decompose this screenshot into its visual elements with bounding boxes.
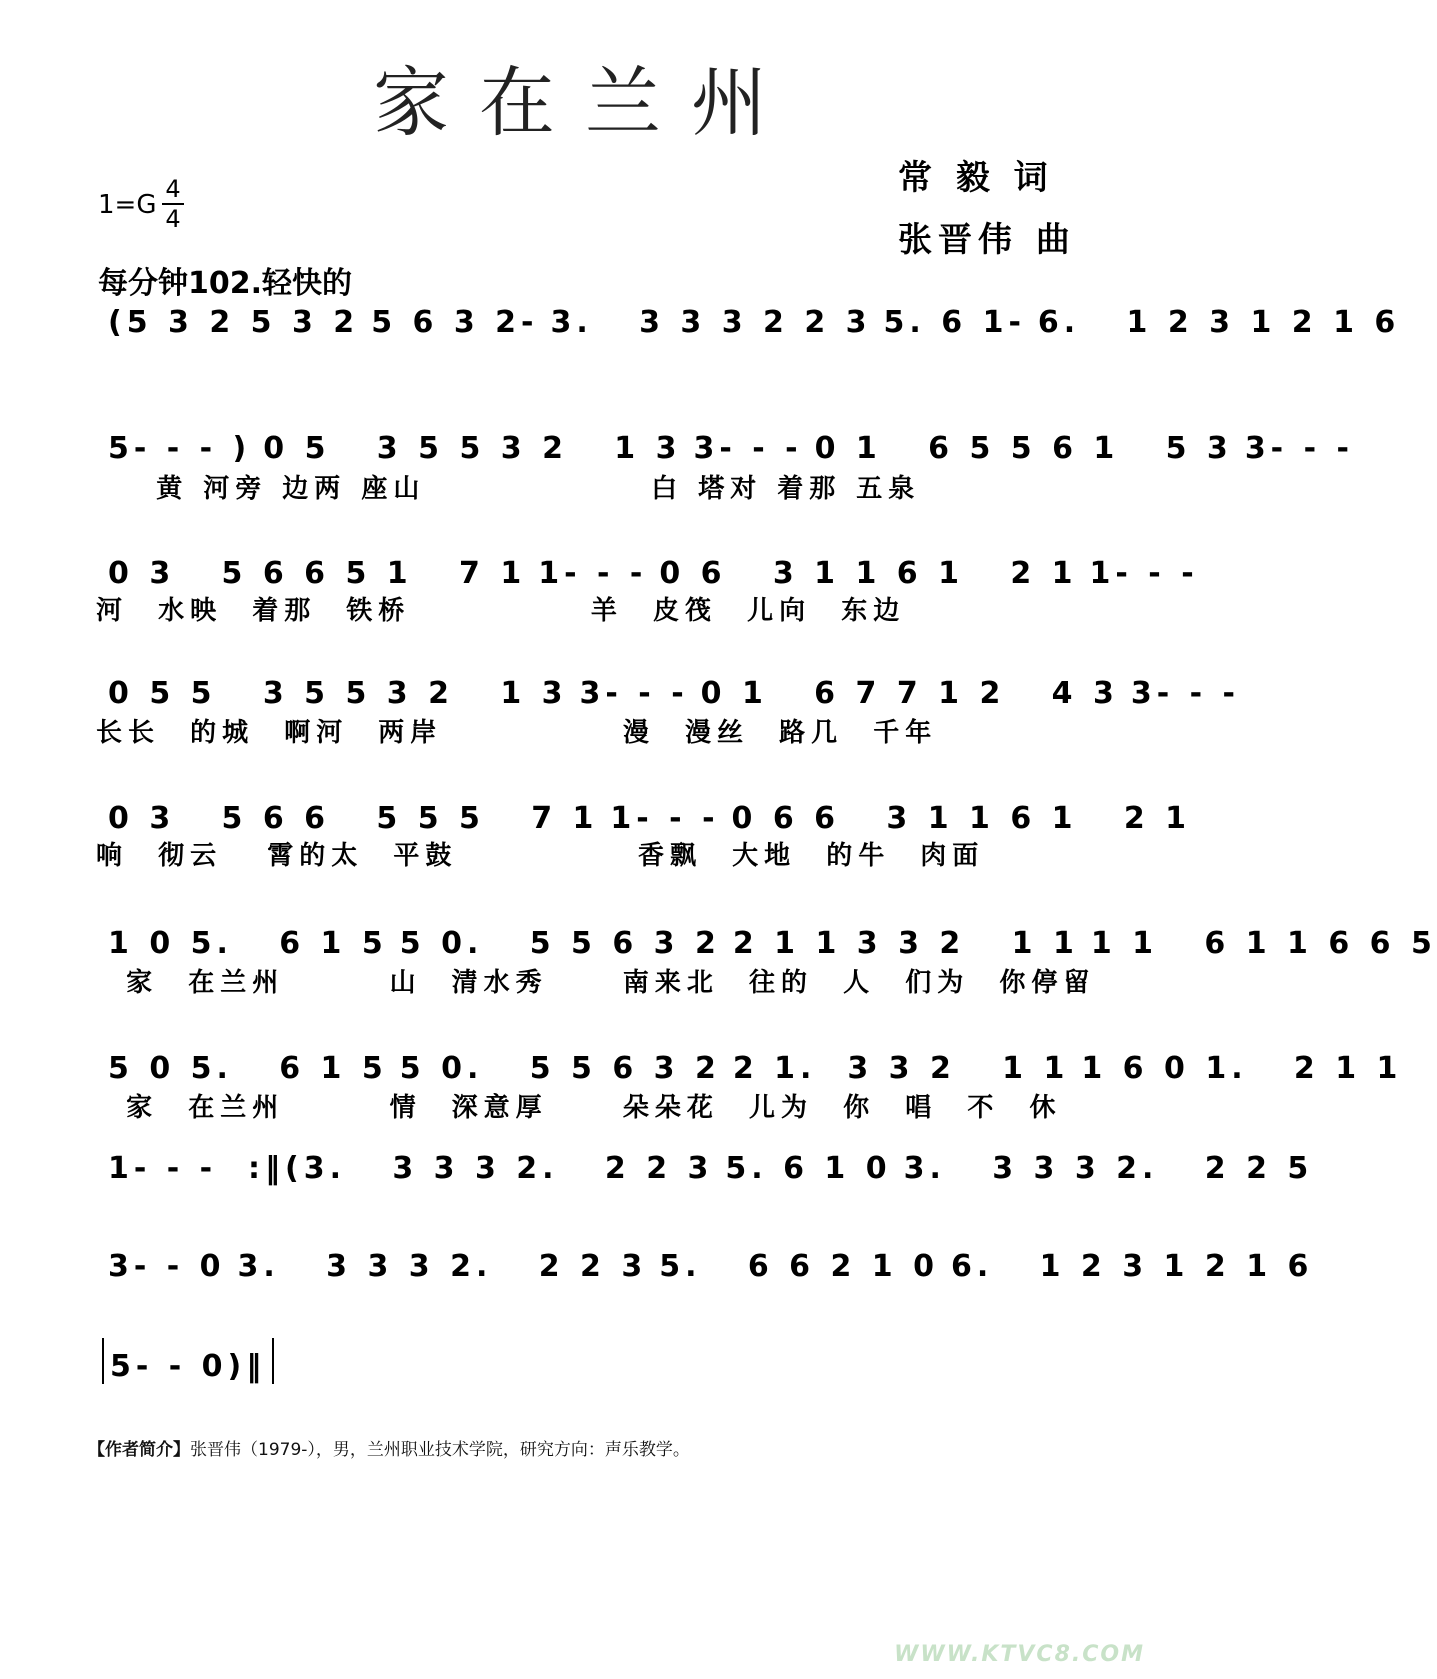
measure: 5. 6 1 0 bbox=[725, 1151, 892, 1186]
song-title: 家在兰州 bbox=[373, 58, 797, 147]
key-signature: 1=G bbox=[98, 190, 157, 220]
author-bio-label: 【作者简介】 bbox=[88, 1440, 190, 1460]
barline bbox=[102, 1338, 104, 1384]
measure: 5- - - ) bbox=[108, 431, 252, 466]
measure: 1 0 5. 6 1 5 bbox=[108, 926, 388, 961]
staff-line bbox=[96, 790, 1192, 836]
measure: 1 6 0 1. 2 1 1 bbox=[1081, 1051, 1403, 1086]
measure: 5- - 0)‖ bbox=[110, 1349, 267, 1384]
measure: 5. 6 1- bbox=[883, 305, 1026, 340]
measure: 6. 1 2 3 1 2 1 6 bbox=[951, 1249, 1314, 1284]
measure: 2 1. 3 3 2 1 1 bbox=[732, 1051, 1070, 1086]
measure: 0 1 6 7 7 1 2 4 3 bbox=[700, 676, 1119, 711]
measure: 1- - - bbox=[1089, 556, 1199, 591]
lyric-line: 家 在兰州 情 深意厚 朵朵花 儿为 你 唱 不 休 bbox=[96, 1093, 1062, 1123]
lyric-line: 家 在兰州 山 清水秀 南来北 往的 人 们为 你停留 bbox=[96, 968, 1096, 998]
measure: 0 3 5 6 6 5 5 5 7 1 bbox=[108, 801, 599, 836]
lyric-line: 河 水映 着那 铁桥 羊 皮筏 儿向 东边 bbox=[96, 596, 906, 626]
staff-line bbox=[96, 294, 1401, 340]
measure: 3. 3 3 3 2. 2 2 5 bbox=[903, 1151, 1314, 1186]
lyric-line: 黄 河旁 边两 座山 白 塔对 着那 五泉 bbox=[96, 474, 921, 504]
measure: 1- - - bbox=[610, 801, 720, 836]
measure: 3- - - bbox=[1244, 431, 1354, 466]
measure: 6. 1 2 3 1 2 1 6 bbox=[1037, 305, 1401, 340]
lyric-line: 响 彻云 霄的太 平鼓 香飘 大地 的牛 肉面 bbox=[96, 841, 985, 871]
measure: 5 6 3 2- bbox=[371, 305, 539, 340]
staff-line bbox=[96, 915, 1437, 961]
measure: 0 6 6 3 1 1 6 1 2 1 bbox=[731, 801, 1192, 836]
staff-line bbox=[96, 1238, 1314, 1284]
tempo-marking: 每分钟102.轻快的 bbox=[98, 266, 353, 301]
measure: 3. 3 3 3 2. 2 2 3 bbox=[237, 1249, 648, 1284]
author-bio bbox=[88, 1435, 690, 1460]
staff-line bbox=[96, 420, 1354, 466]
measure: (5 3 2 5 3 2 bbox=[108, 305, 360, 340]
time-signature-top: 4 bbox=[165, 175, 181, 203]
time-signature bbox=[162, 176, 184, 232]
time-signature-bottom: 4 bbox=[165, 205, 181, 233]
measure: 5 0. 5 5 6 3 2 bbox=[399, 926, 721, 961]
measure: 0 5 5 3 5 5 3 2 1 3 bbox=[108, 676, 568, 711]
watermark: WWW.KTVC8.COM bbox=[894, 1642, 1145, 1667]
measure: 0 3 5 6 6 5 1 7 1 bbox=[108, 556, 527, 591]
measure: 1- - - :‖(3. 3 3 3 2. 2 2 3 bbox=[108, 1151, 714, 1186]
measure: 3. 3 3 3 2 2 3 bbox=[550, 305, 872, 340]
author-bio-text: 张晋伟（1979-），男，兰州职业技术学院，研究方向：声乐教学。 bbox=[190, 1440, 690, 1460]
barline bbox=[272, 1338, 274, 1384]
measure: 0 6 3 1 1 6 1 2 1 bbox=[659, 556, 1078, 591]
lyric-line: 长长 的城 啊河 两岸 漫 漫丝 路几 千年 bbox=[96, 718, 938, 748]
measure: 3- - - bbox=[579, 676, 689, 711]
measure: 1- - - bbox=[538, 556, 648, 591]
measure: 3- - - bbox=[1130, 676, 1240, 711]
measure: 1 1 6 1 1 6 6 5 bbox=[1090, 926, 1437, 961]
measure: 0 5 3 5 5 3 2 1 3 bbox=[263, 431, 682, 466]
staff-line bbox=[96, 1140, 1314, 1186]
measure: 2 1 1 3 3 2 1 1 bbox=[732, 926, 1079, 961]
staff-line bbox=[96, 545, 1199, 591]
measure: 3- - - bbox=[693, 431, 803, 466]
measure: 5 0. 5 5 6 3 2 bbox=[399, 1051, 721, 1086]
staff-line bbox=[96, 665, 1240, 711]
measure: 0 1 6 5 5 6 1 5 3 bbox=[814, 431, 1233, 466]
lyricist-credit: 常 毅 词 bbox=[898, 158, 1054, 198]
measure: 5 0 5. 6 1 5 bbox=[108, 1051, 388, 1086]
composer-credit: 张晋伟 曲 bbox=[898, 220, 1076, 260]
measure: 5. 6 6 2 1 0 bbox=[659, 1249, 939, 1284]
measure: 3- - 0 bbox=[108, 1249, 226, 1284]
staff-line bbox=[96, 1338, 280, 1384]
staff-line bbox=[96, 1040, 1403, 1086]
